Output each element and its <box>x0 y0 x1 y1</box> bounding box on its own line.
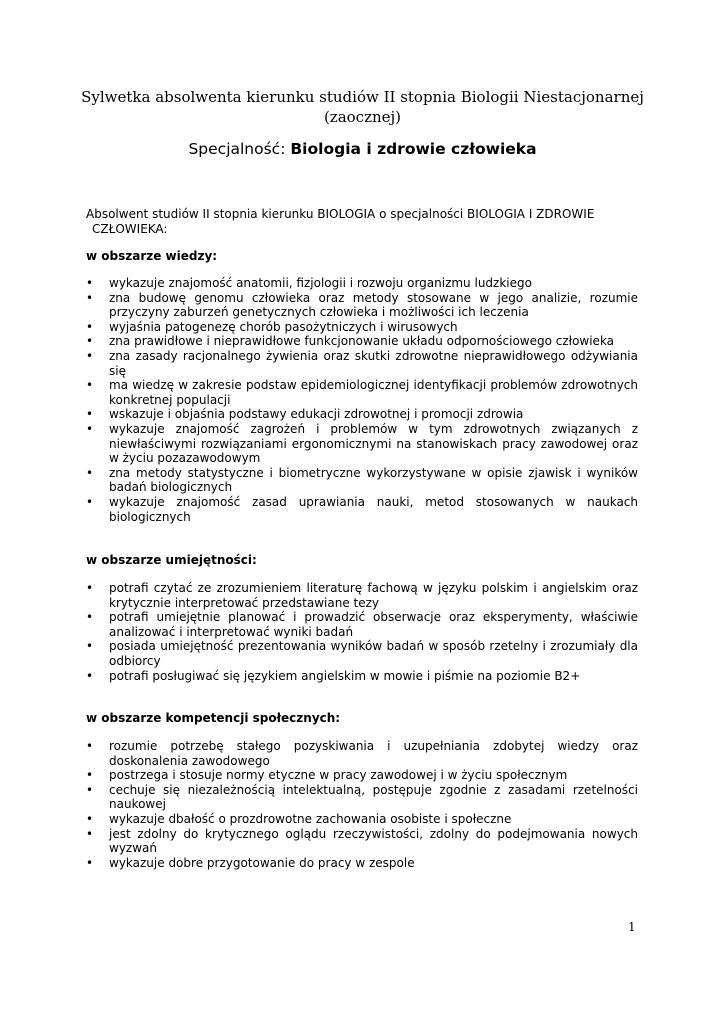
bullet-icon: • <box>86 668 94 683</box>
list-item: • postrzega i stosuje normy etyczne w pracy zawodowej i w życiu społecznym <box>86 768 568 783</box>
bullet-icon: • <box>86 782 94 797</box>
list-item: • posiada umiejętność prezentowania wyników badań w sposób rzetelny i zrozumiały dla odbiorcy <box>86 639 638 668</box>
document-title <box>60 87 665 127</box>
specialization-label: Specjalność: <box>188 140 291 158</box>
bullet-icon: • <box>86 276 94 290</box>
intro-line-2: CZŁOWIEKA: <box>92 221 168 236</box>
list-item: • wykazuje znajomość anatomii, fizjologii i rozwoju organizmu ludzkiego <box>86 276 532 290</box>
list-item: • wykazuje dobre przygotowanie do pracy w zespole <box>86 855 415 870</box>
specialization-line <box>60 139 665 159</box>
bullet-icon: • <box>86 319 94 334</box>
title-line-1: Sylwetka absolwenta kierunku studiów II stopnia Biologii Niestacjonarnej <box>81 88 644 106</box>
bullet-icon: • <box>86 826 94 841</box>
list-item: • potrafi umiejętnie planować i prowadzić obserwacje oraz eksperymenty, właściwie analizować i interpretować wyniki badań <box>86 610 638 639</box>
section-heading-knowledge: w obszarze wiedzy: <box>86 249 218 263</box>
bullet-icon: • <box>86 378 94 393</box>
list-item: • wyjaśnia patogenezę chorób pasożytniczych i wirusowych <box>86 319 458 334</box>
intro-line-1: Absolwent studiów II stopnia kierunku BIOLOGIA o specjalności BIOLOGIA I ZDROWIE <box>86 207 595 221</box>
section-heading-skills: w obszarze umiejętności: <box>86 553 257 567</box>
intro-paragraph <box>86 207 646 236</box>
bullet-icon: • <box>86 581 94 595</box>
bullet-icon: • <box>86 639 94 654</box>
list-item: • potrafi czytać ze zrozumieniem literaturę fachową w języku polskim i angielskim oraz krytycznie interpretować przedstawiane tezy <box>86 581 638 610</box>
list-item: • rozumie potrzebę stałego pozyskiwania i uzupełniania zdobytej wiedzy oraz doskonalenia zawodowego <box>86 739 638 768</box>
bullet-icon: • <box>86 334 94 349</box>
list-item: • wskazuje i objaśnia podstawy edukacji zdrowotnej i promocji zdrowia <box>86 407 524 422</box>
list-item: • zna prawidłowe i nieprawidłowe funkcjonowanie układu odpornościowego człowieka <box>86 334 615 349</box>
list-item: • wykazuje znajomość zagrożeń i problemów w tym zdrowotnych związanych z niewłaściwymi rozwiązaniami ergonomicznymi na stanowiskach pracy zawodowej oraz w życiu pozazawodowym <box>86 421 638 466</box>
list-item: • ma wiedzę w zakresie podstaw epidemiologicznej identyfikacji problemów zdrowotnych konkretnej populacji <box>86 378 638 407</box>
social-competences-list <box>86 739 638 870</box>
bullet-icon: • <box>86 739 94 753</box>
list-item: • wykazuje znajomość zasad uprawiania nauki, metod stosowanych w naukach biologicznych <box>86 494 638 524</box>
list-item: • jest zdolny do krytycznego oglądu rzeczywistości, zdolny do podejmowania nowych wyzwań <box>86 826 638 856</box>
bullet-icon: • <box>86 768 94 783</box>
page-number: 1 <box>628 920 636 934</box>
knowledge-list <box>86 276 638 524</box>
bullet-icon: • <box>86 348 94 363</box>
list-item: • zna budowę genomu człowieka oraz metody stosowane w jego analizie, rozumie przyczyny zaburzeń genetycznych człowieka i możliwości ich leczenia <box>86 290 638 320</box>
bullet-icon: • <box>86 494 94 509</box>
list-item: • potrafi posługiwać się językiem angielskim w mowie i piśmie na poziomie B2+ <box>86 668 581 683</box>
bullet-icon: • <box>86 855 94 870</box>
list-item: • zna metody statystyczne i biometryczne wykorzystywane w opisie zjawisk i wyników badań biologicznych <box>86 465 638 495</box>
bullet-icon: • <box>86 610 94 625</box>
specialization-value: Biologia i zdrowie człowieka <box>290 140 537 158</box>
bullet-icon: • <box>86 421 94 436</box>
section-heading-social-competences: w obszarze kompetencji społecznych: <box>86 711 341 725</box>
bullet-icon: • <box>86 290 94 305</box>
bullet-icon: • <box>86 465 94 480</box>
list-item: • zna zasady racjonalnego żywienia oraz skutki zdrowotne nieprawidłowego odżywiania się <box>86 348 638 378</box>
list-item: • wykazuje dbałość o prozdrowotne zachowania osobiste i społeczne <box>86 811 512 826</box>
skills-list <box>86 581 638 683</box>
bullet-icon: • <box>86 811 94 826</box>
title-line-2: (zaocznej) <box>323 108 402 126</box>
list-item: • cechuje się niezależnością intelektualną, postępuje zgodnie z zasadami rzetelności naukowej <box>86 782 638 812</box>
bullet-icon: • <box>86 407 94 422</box>
